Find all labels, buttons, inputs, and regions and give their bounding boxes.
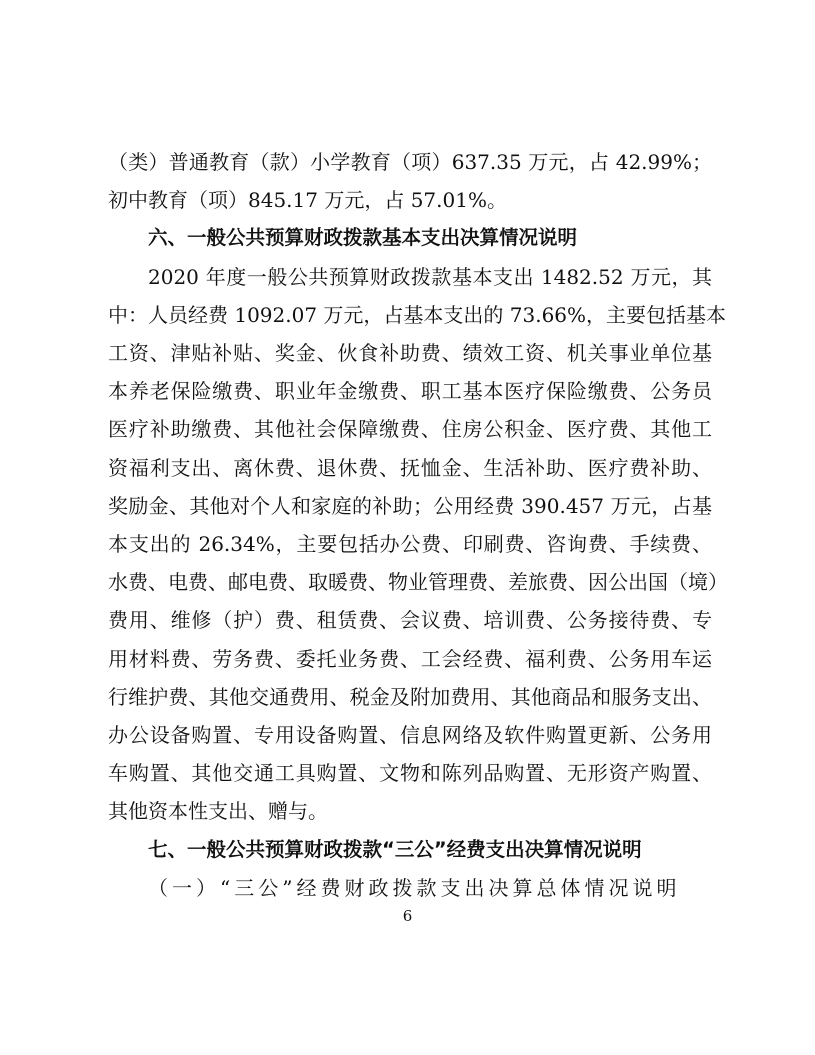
paragraph-line: 中：人员经费 1092.07 万元，占基本支出的 73.66%，主要包括基本 [108,303,727,327]
paragraph-line: 初中教育（项）845.17 万元，占 57.01%。 [108,188,507,212]
page-number: 6 [402,907,413,925]
section-heading-6: 六、一般公共预算财政拨款基本支出决算情况说明 [148,226,578,249]
paragraph-line: 费用、维修（护）费、租赁费、会议费、培训费、公务接待费、专 [108,608,712,632]
paragraph-line: 水费、电费、邮电费、取暖费、物业管理费、差旅费、因公出国（境） [108,570,728,594]
paragraph-line: 医疗补助缴费、其他社会保障缴费、住房公积金、医疗费、其他工 [108,417,712,441]
paragraph-line: （类）普通教育（款）小学教育（项）637.35 万元，占 42.99%； [108,150,712,174]
paragraph-line: 奖励金、其他对个人和家庭的补助；公用经费 390.457 万元，占基 [108,494,712,518]
paragraph-line: 办公设备购置、专用设备购置、信息网络及软件购置更新、公务用 [108,723,712,747]
paragraph-line: 本养老保险缴费、职业年金缴费、职工基本医疗保险缴费、公务员 [108,379,712,403]
paragraph-line: 本支出的 26.34%，主要包括办公费、印刷费、咨询费、手续费、 [108,532,712,556]
section-heading-7: 七、一般公共预算财政拨款“三公”经费支出决算情况说明 [148,838,642,861]
paragraph-line: 资福利支出、离休费、退休费、抚恤金、生活补助、医疗费补助、 [108,456,712,480]
paragraph-line: 行维护费、其他交通费用、税金及附加费用、其他商品和服务支出、 [108,685,712,709]
paragraph-line: 车购置、其他交通工具购置、文物和陈列品购置、无形资产购置、 [108,761,712,785]
paragraph-line: 工资、津贴补贴、奖金、伙食补助费、绩效工资、机关事业单位基 [108,341,712,365]
paragraph-line: 用材料费、劳务费、委托业务费、工会经费、福利费、公务用车运 [108,647,712,671]
paragraph-line: 其他资本性支出、赠与。 [108,799,328,823]
paragraph-line: 2020 年度一般公共预算财政拨款基本支出 1482.52 万元，其 [148,265,712,289]
subsection-heading: （一）“三公”经费财政拨款支出决算总体情况说明 [148,876,681,900]
